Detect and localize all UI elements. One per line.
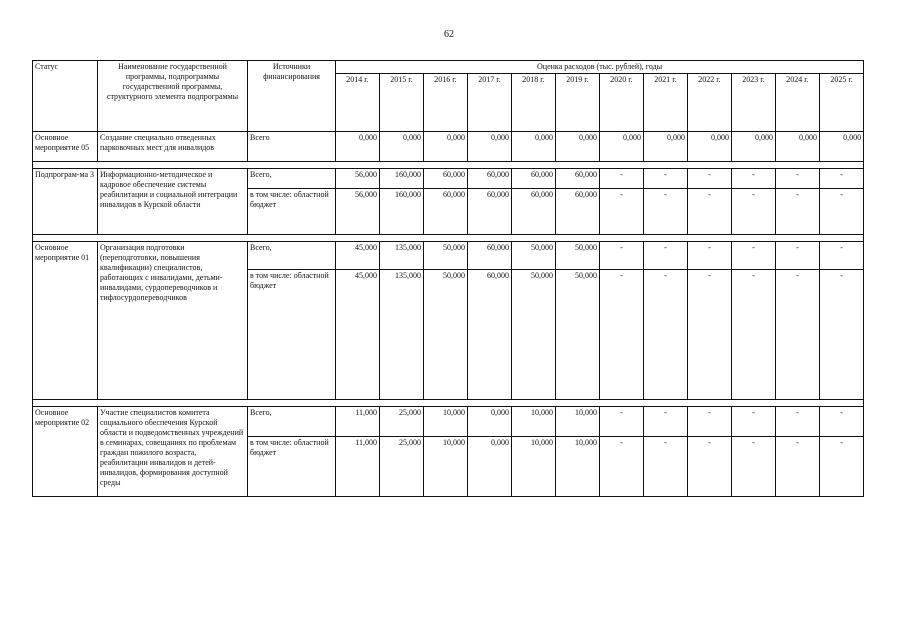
value-cell: - — [820, 437, 864, 497]
value-cell: - — [644, 407, 688, 437]
value-cell: 60,000 — [424, 189, 468, 235]
value-cell: 10,000 — [556, 437, 600, 497]
table-row — [33, 169, 864, 189]
year-header: 2018 г. — [512, 74, 556, 132]
value-cell: 50,000 — [512, 242, 556, 270]
value-cell: 60,000 — [512, 169, 556, 189]
value-cell: 60,000 — [556, 189, 600, 235]
value-cell: - — [820, 169, 864, 189]
status-cell: Основное мероприятие 01 — [33, 242, 98, 400]
value-cell: - — [600, 407, 644, 437]
table-row — [33, 242, 864, 270]
value-cell: 60,000 — [468, 189, 512, 235]
name-cell: Создание специально отведенных парковочных мест для инвалидов — [98, 132, 248, 162]
value-cell: 10,000 — [512, 407, 556, 437]
source-cell: в том числе: областной бюджет — [248, 270, 336, 400]
budget-table — [32, 60, 864, 497]
value-cell: 50,000 — [556, 270, 600, 400]
value-cell: - — [688, 169, 732, 189]
value-cell: 0,000 — [644, 132, 688, 162]
header-sources: Источники финансирования — [248, 61, 336, 132]
value-cell: 0,000 — [820, 132, 864, 162]
value-cell: 160,000 — [380, 189, 424, 235]
year-header: 2025 г. — [820, 74, 864, 132]
value-cell: 50,000 — [556, 242, 600, 270]
value-cell: - — [600, 189, 644, 235]
year-header: 2019 г. — [556, 74, 600, 132]
year-header: 2022 г. — [688, 74, 732, 132]
value-cell: - — [732, 189, 776, 235]
value-cell: 0,000 — [688, 132, 732, 162]
value-cell: 0,000 — [556, 132, 600, 162]
value-cell: - — [600, 242, 644, 270]
value-cell: - — [776, 407, 820, 437]
value-cell: - — [600, 270, 644, 400]
table-row — [33, 407, 864, 437]
value-cell: - — [600, 437, 644, 497]
value-cell: 160,000 — [380, 169, 424, 189]
source-cell: Всего — [248, 132, 336, 162]
value-cell: - — [644, 270, 688, 400]
value-cell: - — [776, 189, 820, 235]
year-header: 2023 г. — [732, 74, 776, 132]
value-cell: - — [644, 169, 688, 189]
value-cell: - — [732, 169, 776, 189]
value-cell: - — [820, 242, 864, 270]
value-cell: - — [644, 437, 688, 497]
name-cell: Информационно-методическое и кадровое обеспечение системы реабилитации и социальной интеграции инвалидов в Курской области — [98, 169, 248, 235]
year-header: 2021 г. — [644, 74, 688, 132]
value-cell: - — [644, 242, 688, 270]
value-cell: - — [776, 437, 820, 497]
value-cell: - — [600, 169, 644, 189]
value-cell: 10,000 — [512, 437, 556, 497]
value-cell: - — [820, 270, 864, 400]
value-cell: - — [820, 189, 864, 235]
value-cell: 135,000 — [380, 242, 424, 270]
value-cell: 11,000 — [336, 437, 380, 497]
value-cell: 0,000 — [424, 132, 468, 162]
value-cell: 25,000 — [380, 437, 424, 497]
source-cell: в том числе: областной бюджет — [248, 189, 336, 235]
year-header: 2024 г. — [776, 74, 820, 132]
value-cell: - — [776, 169, 820, 189]
value-cell: 56,000 — [336, 169, 380, 189]
value-cell: 135,000 — [380, 270, 424, 400]
year-header: 2017 г. — [468, 74, 512, 132]
source-cell: Всего, — [248, 169, 336, 189]
value-cell: 0,000 — [732, 132, 776, 162]
page-number: 62 — [444, 29, 454, 40]
source-cell: в том числе: областной бюджет — [248, 437, 336, 497]
table-row — [33, 132, 864, 162]
value-cell: 50,000 — [512, 270, 556, 400]
status-cell: Основное мероприятие 02 — [33, 407, 98, 497]
value-cell: 60,000 — [424, 169, 468, 189]
value-cell: 0,000 — [380, 132, 424, 162]
header-status: Статус — [33, 61, 98, 132]
source-cell: Всего, — [248, 407, 336, 437]
value-cell: - — [688, 242, 732, 270]
value-cell: 50,000 — [424, 270, 468, 400]
value-cell: - — [644, 189, 688, 235]
value-cell: 50,000 — [424, 242, 468, 270]
value-cell: 10,000 — [556, 407, 600, 437]
value-cell: - — [688, 189, 732, 235]
value-cell: - — [732, 270, 776, 400]
value-cell: - — [688, 407, 732, 437]
header-name: Наименование государственной программы, подпрограммы государственной программы, структурного элемента подпрограммы — [98, 61, 248, 132]
value-cell: 45,000 — [336, 242, 380, 270]
value-cell: 56,000 — [336, 189, 380, 235]
value-cell: 0,000 — [468, 132, 512, 162]
status-cell: Подпрограм-ма 3 — [33, 169, 98, 235]
source-cell: Всего, — [248, 242, 336, 270]
value-cell: 10,000 — [424, 407, 468, 437]
value-cell: - — [820, 407, 864, 437]
value-cell: 60,000 — [556, 169, 600, 189]
header-estimate: Оценка расходов (тыс. рублей), годы — [336, 61, 864, 74]
value-cell: - — [688, 437, 732, 497]
value-cell: - — [732, 437, 776, 497]
value-cell: 0,000 — [468, 407, 512, 437]
value-cell: 10,000 — [424, 437, 468, 497]
year-header: 2020 г. — [600, 74, 644, 132]
value-cell: 0,000 — [468, 437, 512, 497]
status-cell: Основное мероприятие 05 — [33, 132, 98, 162]
value-cell: 0,000 — [600, 132, 644, 162]
value-cell: 0,000 — [336, 132, 380, 162]
value-cell: 60,000 — [512, 189, 556, 235]
value-cell: 0,000 — [512, 132, 556, 162]
value-cell: 0,000 — [776, 132, 820, 162]
value-cell: - — [732, 407, 776, 437]
value-cell: 60,000 — [468, 242, 512, 270]
value-cell: 60,000 — [468, 270, 512, 400]
value-cell: 45,000 — [336, 270, 380, 400]
value-cell: - — [688, 270, 732, 400]
year-header: 2016 г. — [424, 74, 468, 132]
value-cell: - — [776, 242, 820, 270]
name-cell: Организация подготовки (переподготовки, повышения квалификации) специалистов, работающих с инвалидами, детьми-инвалидами, сурдопереводчиков и тифлосурдопереводчиков — [98, 242, 248, 400]
value-cell: - — [732, 242, 776, 270]
table-body — [33, 132, 864, 497]
value-cell: 25,000 — [380, 407, 424, 437]
year-header: 2015 г. — [380, 74, 424, 132]
year-header: 2014 г. — [336, 74, 380, 132]
name-cell: Участие специалистов комитета социального обеспечения Курской области и подведомственных учреждений в семинарах, совещаниях по проблемам граждан пожилого возраста, реабилитации инвалидов и детей-инвалидов, формирования доступной среды — [98, 407, 248, 497]
value-cell: 60,000 — [468, 169, 512, 189]
value-cell: - — [776, 270, 820, 400]
value-cell: 11,000 — [336, 407, 380, 437]
